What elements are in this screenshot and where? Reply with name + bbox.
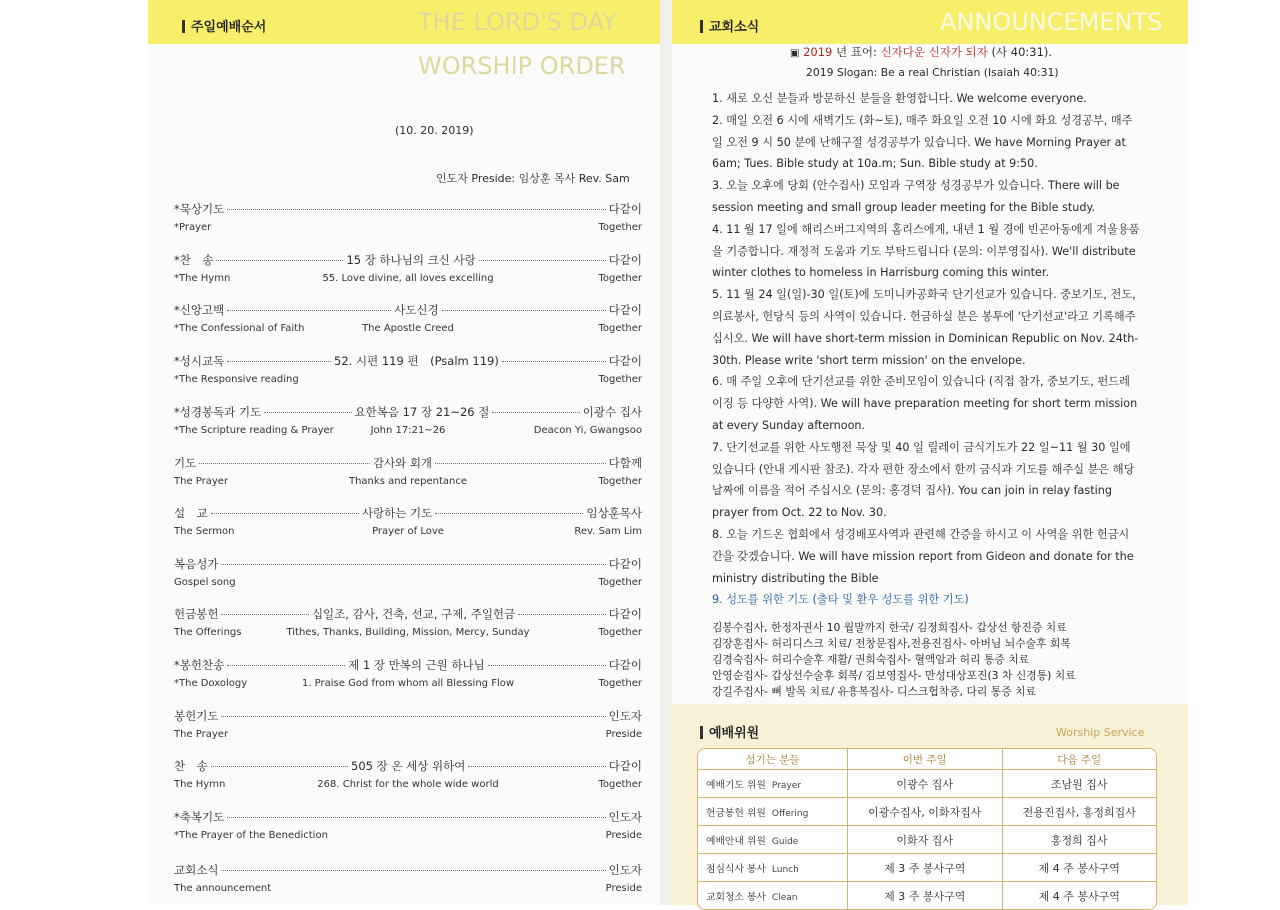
dot-leader [221,564,605,565]
ghost-title-announcements: ANNOUNCEMENTS [940,8,1163,36]
slogan-label: 년 표어: [836,45,877,59]
worship-service-table [697,748,1157,910]
slogan-year: 2019 [803,45,833,59]
order-detail-ko: 15 장 하나님의 크신 사랑 [346,253,476,267]
order-detail-en: Prayer of Love [372,526,444,537]
table-row [698,798,1156,826]
order-person-ko: 다같이 [608,759,643,773]
order-item-en: The announcement [174,883,272,894]
prayer-request-line: 안영순집사- 갑상선수술후 회복/ 김보영집사- 만성대상포진(3 차 신경통) 치료 [712,669,1076,682]
order-person-ko: 인도자 [608,709,642,723]
order-item-en: *The Prayer of the Benediction [174,830,328,841]
order-person-en: Together [598,222,642,233]
role-en: Clean [771,892,798,903]
worship-order-row [174,708,642,742]
order-item-en: *The Doxology [174,678,248,689]
ghost-title-lords-day: THE LORD'S DAY [418,8,617,36]
order-person-ko: 다같이 [608,253,643,267]
order-person-ko: 임상훈목사 [586,506,643,520]
dot-leader [488,665,606,666]
order-item-ko: *신앙고백 [174,303,225,317]
this-sunday-cell: 제 3 주 봉사구역 [847,854,1002,882]
dot-leader [199,463,370,464]
dot-leader [221,870,605,871]
dot-leader [216,260,343,261]
announcements-title: 교회소식 [700,16,759,35]
announcement-item: 5. 11 월 24 일(일)-30 일(토)에 도미니카공화국 단기선교가 있습니다. 중보기도, 전도, 의료봉사, 헌당식 등의 사역이 있습니다. 헌금하실 분은 봉투에 '단기선교'라고 기록해주십시오. We will have short-term mission in Dominican Republic on Nov. 24th-30th. Please write 'short term mission' on the envelope. [712,288,1139,367]
order-person-en: Together [598,476,642,487]
prayer-request-line: 김경숙집사- 허리수술후 재활/ 권희숙집사- 혈액암과 허리 통증 치료 [712,653,1030,666]
table-row [698,826,1156,854]
announcement-list [712,88,1140,611]
order-detail-en: Thanks and repentance [348,476,467,487]
dot-leader [492,412,579,413]
header-next-sunday: 다음 주일 [1002,749,1157,770]
announcement-item: 8. 오늘 기드온 협회에서 성경배포사역과 관련해 간증을 하시고 이 사역을 위한 헌금시간을 갖겠습니다. We will have mission report from Gideon and donate for the ministry distributing the Bible [712,527,1134,585]
table-header-row [698,749,1156,770]
order-item-en: *Prayer [174,222,212,233]
order-item-ko: 기도 [174,456,197,470]
next-sunday-cell: 홍정희 집사 [1002,826,1157,854]
announcement-item: 1. 새로 오신 분들과 방문하신 분들을 환영합니다. We welcome everyone. [712,92,1087,105]
order-person-en: Preside [605,883,642,894]
this-sunday-cell: 이광수 집사 [847,770,1002,798]
announcement-item: 4. 11 월 17 일에 해리스버그지역의 홈리스에게, 내년 1 월 경에 빈곤아동에게 겨울용품을 기증합니다. 재정적 도움과 기도 부탁드립니다 (문의: 이부영집사). We'll distribute winter clothes to homeless in Harrisburg coming this winter. [712,222,1140,280]
order-person-ko: 인도자 [608,810,642,824]
worship-order-row [174,252,642,286]
role-cell [698,854,847,882]
order-person-en: Together [598,779,642,790]
order-item-en: The Prayer [174,476,229,487]
worship-leader: 인도자 Preside: 임상훈 목사 Rev. Sam [436,172,630,185]
dot-leader [221,716,605,717]
order-person-en: Together [598,323,642,334]
role-ko: 점심식사 봉사 [706,863,766,875]
announcement-item: 2. 매일 오전 6 시에 새벽기도 (화~토), 매주 화요일 오전 10 시에 화요 성경공부, 매주일 오전 9 시 50 분에 난해구절 성경공부가 있습니다. We have Morning Prayer at 6am; Tues. Bible study at 10a.m; Sun. Bible study at 9:50. [712,113,1133,171]
order-detail-ko: 사랑하는 기도 [361,506,433,520]
slogan-reference: (사 40:31). [991,45,1053,59]
dot-leader [435,513,583,514]
order-item-ko: *묵상기도 [174,202,225,216]
dot-leader [227,817,605,818]
slogan-english: 2019 Slogan: Be a real Christian (Isaiah 40:31) [806,66,1059,79]
worship-order-row [174,606,642,640]
slogan-marker: ▣ [790,48,800,59]
order-person-en: Preside [605,729,642,740]
role-cell [698,798,847,826]
order-item-en: The Sermon [174,526,235,537]
this-sunday-cell: 이광수집사, 이화자집사 [847,798,1002,826]
order-item-en: The Prayer [174,729,229,740]
announcement-item-prayer-heading: 9. 성도를 위한 기도 (출타 및 환우 성도를 위한 기도) [712,593,969,607]
order-item-en: The Hymn [174,779,226,790]
order-person-en: Deacon Yi, Gwangsoo [533,425,642,436]
order-detail-en: Tithes, Thanks, Building, Mission, Mercy, Sunday [286,627,530,638]
order-item-en: *The Hymn [174,273,231,284]
role-ko: 예배기도 위원 [706,779,766,791]
order-detail-ko: 요한복음 17 장 21~26 절 [354,405,490,419]
order-item-ko: 복음성가 [174,557,219,571]
order-item-ko: *봉헌찬송 [174,658,225,672]
order-item-ko: 헌금봉헌 [174,607,219,621]
order-person-en: Preside [605,830,642,841]
prayer-request-line: 김장훈집사- 허리디스크 치료/ 전창문집사,전용진집사- 아버님 뇌수술후 회복 [712,637,1071,650]
order-person-en: Together [598,678,642,689]
order-detail-ko: 52. 시편 119 편 (Psalm 119) [334,354,499,368]
worship-order-row [174,353,642,387]
order-detail-ko: 505 장 온 세상 위하여 [351,759,466,773]
role-en: Guide [771,836,799,847]
announcement-item: 3. 오늘 오후에 당회 (안수집사) 모임과 구역장 성경공부가 있습니다. There will be session meeting and small group leader meeting for the Bible study. [712,179,1120,214]
order-item-ko: *축복기도 [174,810,225,824]
worship-service-title: 예배위원 [700,722,759,741]
order-item-ko: *성시교독 [174,354,225,368]
order-person-ko: 다같이 [608,658,643,672]
role-cell [698,826,847,854]
worship-order-title: 주일예배순서 [182,16,266,35]
worship-order-row [174,455,642,489]
order-person-en: Together [598,273,642,284]
order-person-ko: 다함께 [608,456,642,470]
next-sunday-cell: 제 4 주 봉사구역 [1002,854,1157,882]
order-person-ko: 이광수 집사 [582,405,642,419]
order-item-en: The Offerings [174,627,242,638]
order-person-en: Together [598,577,642,588]
this-sunday-cell: 이화자 집사 [847,826,1002,854]
slogan-korean [790,44,1052,60]
worship-order-row [174,505,642,539]
dot-leader [227,310,391,311]
announcement-item: 7. 단기선교를 위한 사도행전 묵상 및 40 일 릴레이 금식기도가 22 일~11 월 30 일에 있습니다 (안내 게시판 참조). 각자 편한 장소에서 한끼 금식과 기도를 해주실 분은 해당 날짜에 이름을 적어 주십시오 (문의: 홍경덕 집사). You can join in relay fasting prayer from Oct. 22 to Nov. 30. [712,440,1135,520]
dot-leader [227,665,345,666]
order-item-ko: 설 교 [174,506,208,520]
dot-leader [227,209,605,210]
worship-order-row [174,809,642,843]
dot-leader [221,614,309,615]
order-item-ko: 교회소식 [174,863,219,877]
role-en: Lunch [771,864,799,875]
worship-order-row [174,201,642,235]
order-person-ko: 다같이 [608,354,643,368]
worship-order-row [174,657,642,691]
order-item-ko: 봉헌기도 [174,709,219,723]
prayer-request-line: 김봉수집사, 한정자권사 10 월말까지 한국/ 김정희집사- 갑상선 항진증 치료 [712,621,1067,634]
dot-leader [264,412,351,413]
order-item-en: *The Responsive reading [174,374,299,385]
order-detail-ko: 제 1 장 만복의 근원 하나님 [348,658,485,672]
role-ko: 예배안내 위원 [706,835,766,847]
order-item-en: *The Confessional of Faith [174,323,305,334]
order-person-ko: 다같이 [608,607,642,621]
order-detail-ko: 십일조, 감사, 건축, 선교, 구제, 주일헌금 [311,607,516,621]
order-person-ko: 인도자 [608,863,642,877]
worship-order-row [174,758,642,792]
worship-order-row [174,302,642,336]
dot-leader [518,614,606,615]
ghost-title-worship-order: WORSHIP ORDER [418,52,626,80]
order-detail-en: 1. Praise God from whom all Blessing Flow [301,678,515,689]
order-person-ko: 다같이 [608,557,642,571]
bulletin-date: (10. 20. 2019) [395,124,474,137]
order-detail-ko: 사도신경 [394,303,439,317]
role-cell [698,770,847,798]
order-person-en: Together [598,374,642,385]
worship-order-row [174,404,642,438]
header-this-sunday: 이번 주일 [847,749,1002,770]
order-detail-ko: 감사와 회개 [372,456,433,470]
next-sunday-cell: 제 4 주 봉사구역 [1002,882,1157,909]
order-person-en: Rev. Sam Lim [574,526,642,537]
order-detail-en: John 17:21~26 [370,425,446,436]
order-person-ko: 다같이 [608,202,642,216]
worship-service-title-en: Worship Service [1056,726,1145,739]
dot-leader [435,463,606,464]
prayer-request-list [712,620,1152,700]
order-person-ko: 다같이 [608,303,643,317]
dot-leader [502,361,606,362]
this-sunday-cell: 제 3 주 봉사구역 [847,882,1002,909]
order-item-ko: 찬 송 [174,759,208,773]
order-detail-en: 268. Christ for the whole wide world [317,779,499,790]
role-ko: 교회청소 봉사 [706,891,766,903]
next-sunday-cell: 조남원 집사 [1002,770,1157,798]
role-en: Prayer [771,780,801,791]
order-item-ko: *찬 송 [174,253,214,267]
role-en: Offering [771,808,809,819]
order-item-en: Gospel song [174,577,236,588]
dot-leader [211,766,348,767]
order-item-ko: *성경봉독과 기도 [174,405,262,419]
worship-order-row [174,556,642,590]
order-person-en: Together [598,627,642,638]
header-servants: 섬기는 분들 [698,749,847,770]
dot-leader [479,260,606,261]
worship-order-row [174,862,642,896]
table-row [698,854,1156,882]
dot-leader [211,513,359,514]
announcement-item: 6. 매 주일 오후에 단기선교를 위한 준비모임이 있습니다 (직접 참가, 중보기도, 펀드레이징 등 다양한 사역). We will have preparation meeting for short term mission at every Sunday afternoon. [712,375,1138,432]
dot-leader [442,310,606,311]
prayer-request-line: 강길주집사- 뼈 발목 치료/ 유흥복집사- 디스크협착증, 다리 통증 치료 [712,685,1036,698]
order-item-en: *The Scripture reading & Prayer [174,425,334,436]
order-detail-en: The Apostle Creed [362,323,454,334]
slogan-highlight: 신자다운 신자가 되자 [880,45,988,59]
dot-leader [227,361,331,362]
role-ko: 헌금봉헌 위원 [706,807,766,819]
dot-leader [468,766,605,767]
next-sunday-cell: 전용진집사, 홍정희집사 [1002,798,1157,826]
table-row [698,770,1156,798]
order-detail-en: 55. Love divine, all loves excelling [322,273,494,284]
